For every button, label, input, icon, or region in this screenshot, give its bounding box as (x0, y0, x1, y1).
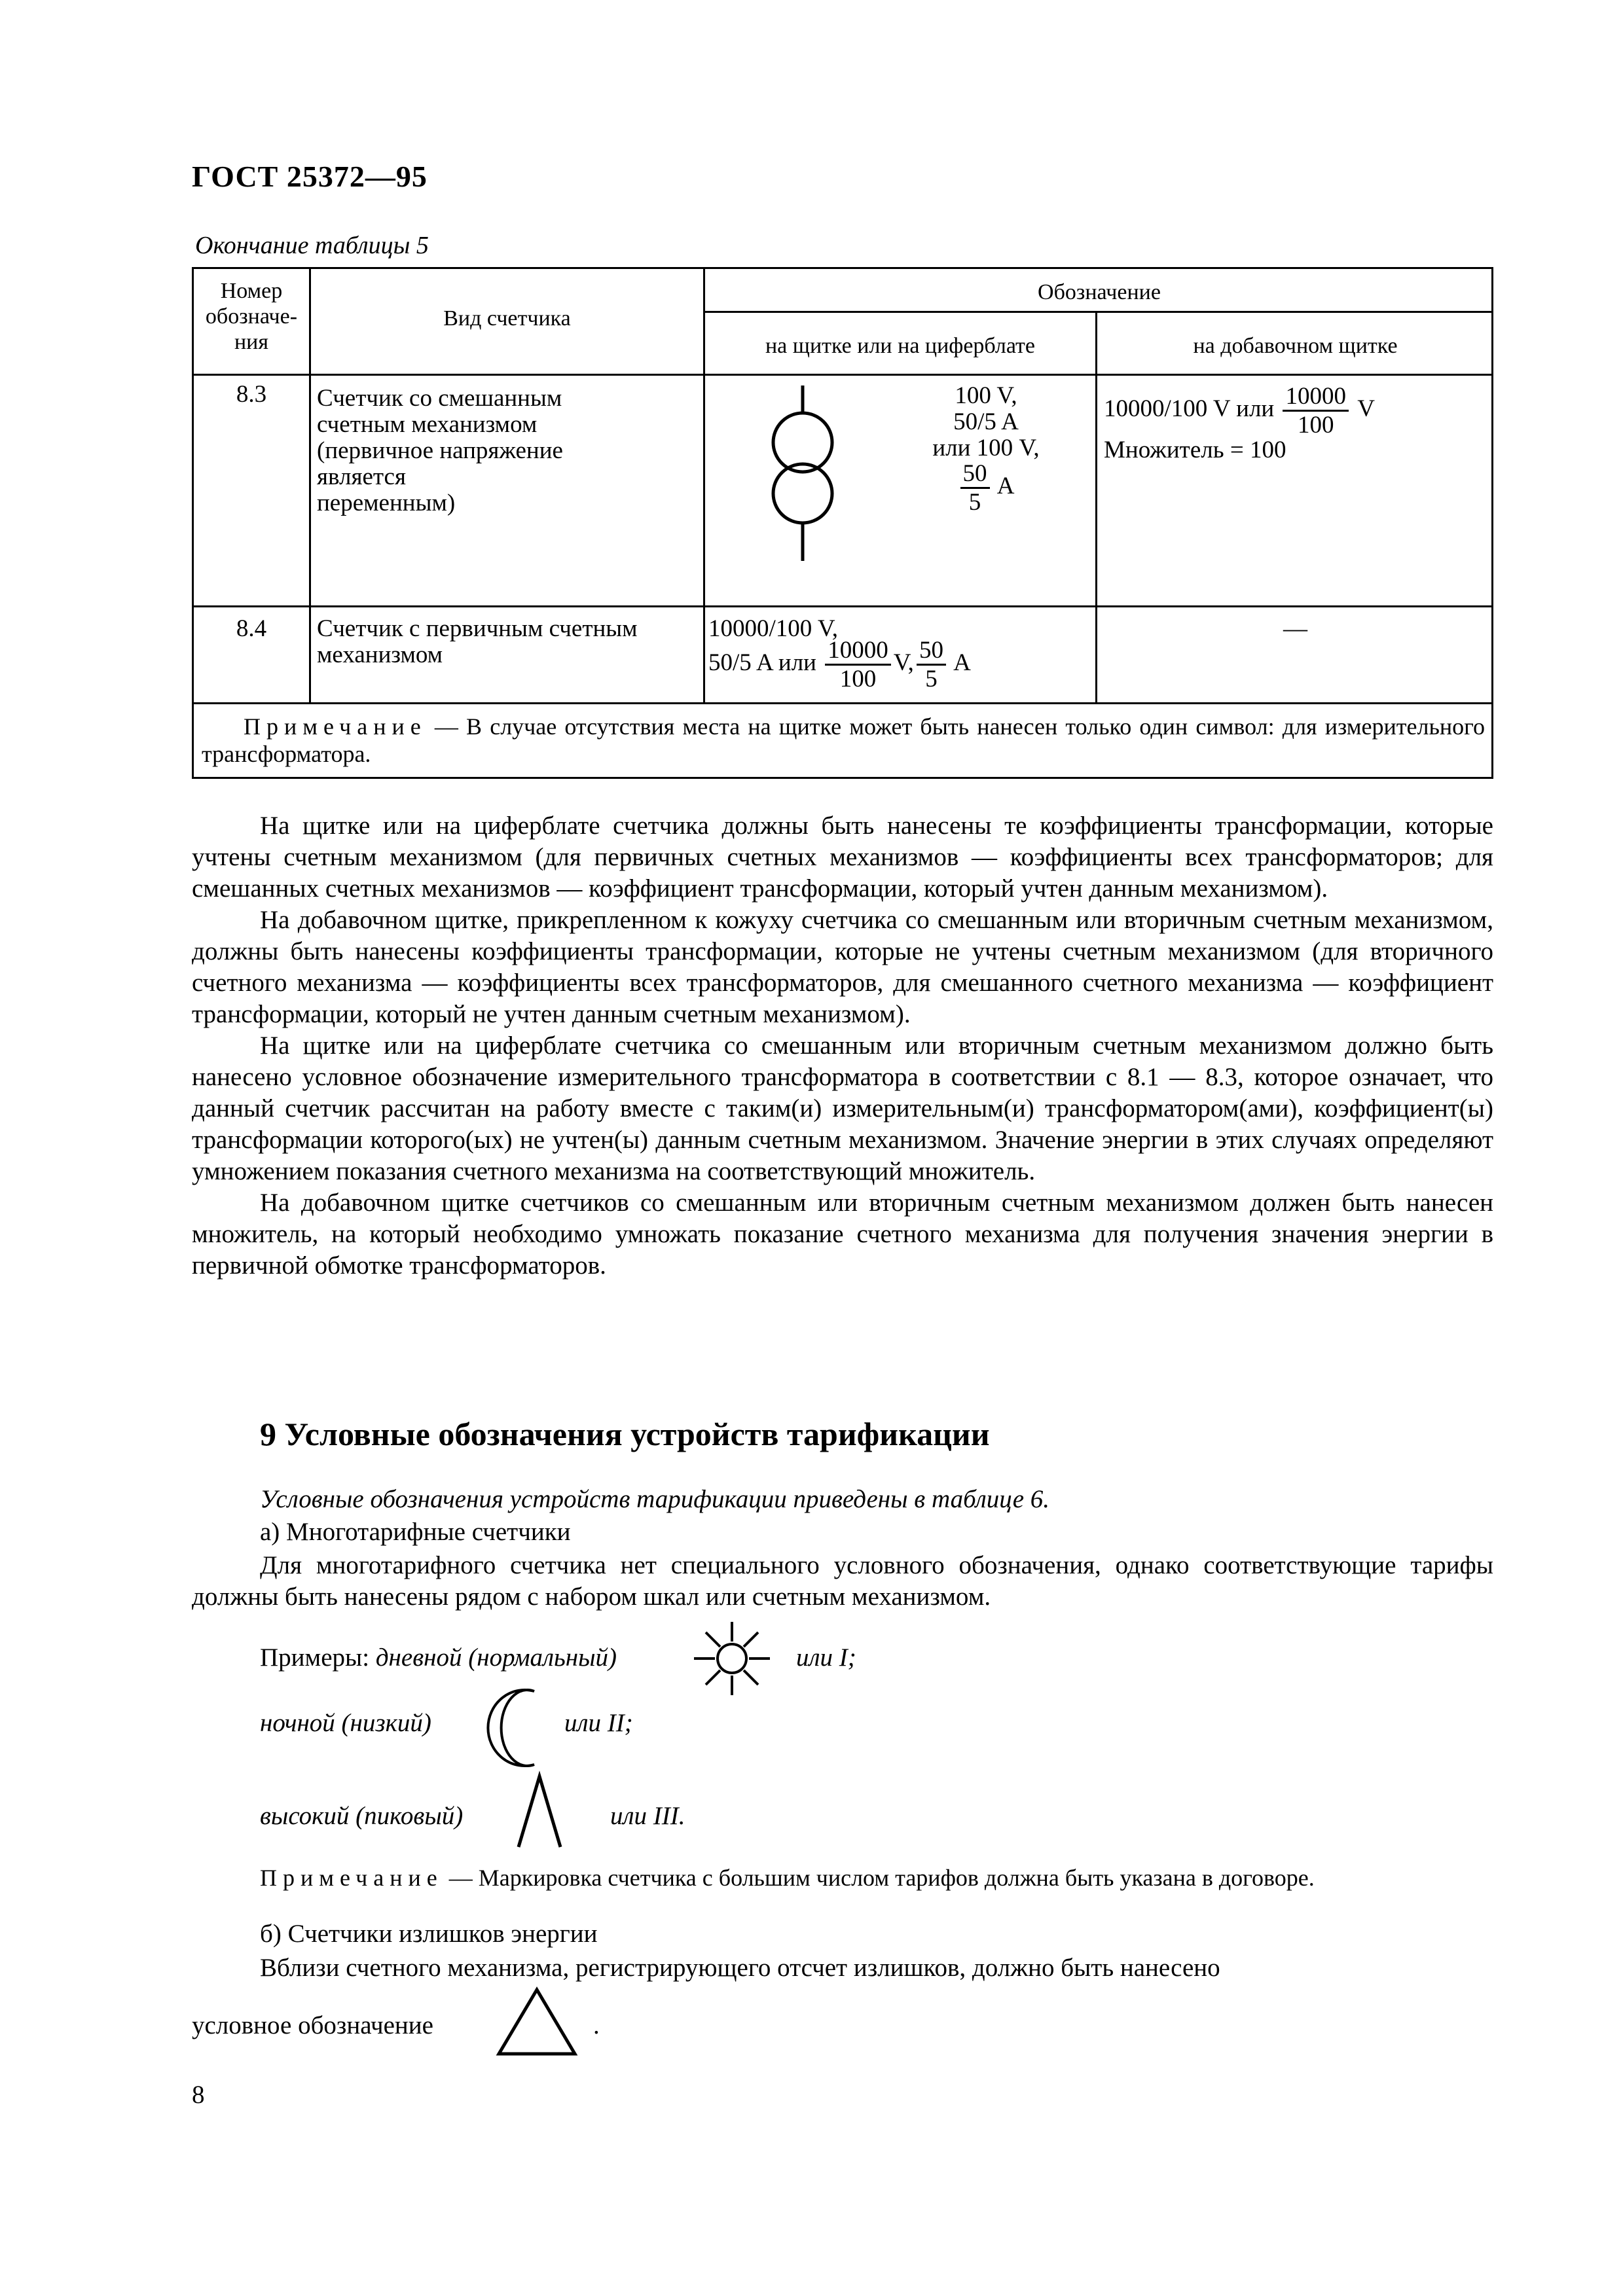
panel-prefix: 50/5 A или (708, 649, 816, 676)
paragraph: На щитке или на циферблате счетчика должны быть нанесены те коэффициенты трансформации, которые учтены счетным механизмом (для первичных счетных механизмов — коэффициенты всех трансформаторов; для смешанных счетных механизмов — коэффициент трансформации, который учтен данным механизмом). (192, 812, 1493, 903)
fraction-unit: V (1357, 395, 1375, 422)
body-text (192, 810, 1493, 1282)
row-type-line: счетным механизмом (317, 410, 538, 438)
note-2 (260, 1864, 1315, 1892)
table-5 (192, 267, 1493, 779)
table-caption: Окончание таблицы 5 (195, 232, 429, 259)
table-divider (1095, 311, 1097, 702)
table-divider (309, 269, 311, 702)
peak-label: высокий (пиковый) (260, 1802, 464, 1830)
panel-line: 100 V, (955, 382, 1017, 409)
fraction-unit: A (953, 649, 971, 676)
fraction-numerator: 10000 (1283, 384, 1349, 412)
extra-designation (1104, 384, 1490, 463)
paragraph: На щитке или на циферблате счетчика со смешанным или вторичным счетным механизмом должно быть нанесено условное обозначение измерительного трансформатора в соответствии с 8.1 — 8.3, которое означает, что данный счетчик рассчитан на работу вместе с таким(и) измерительным(и) трансформатором(ами), коэффициент(ы) трансформации которого(ых) не учтен(ы) данным счетным механизмом. Значение энергии в этих случаях определяют умножением показания счетного механизма на соответствующий множитель. (192, 1031, 1493, 1185)
row-type (317, 386, 697, 516)
row-type-line: (первичное напряжение (317, 437, 563, 464)
sun-icon (693, 1622, 771, 1695)
header-designation: Обозначение (1038, 280, 1161, 304)
row-type-line: механизмом (317, 641, 443, 668)
day-alternative: или I; (796, 1643, 856, 1672)
row-type-line: Счетчик со смешанным (317, 385, 562, 412)
fraction (917, 638, 946, 691)
night-label: ночной (низкий) (260, 1709, 431, 1737)
header-number (194, 278, 309, 355)
panel-line: 10000/100 V, (708, 615, 839, 642)
section-title: 9 Условные обозначения устройств тарификации (260, 1416, 990, 1452)
item-b-end: условное обозначение (192, 2011, 433, 2039)
examples-line-day (260, 1643, 617, 1672)
table-divider (194, 605, 1493, 607)
fraction-denominator: 100 (839, 665, 877, 692)
note-text: — Маркировка счетчика с большим числом тарифов должна быть указана в договоре. (443, 1865, 1315, 1891)
header-type: Вид счетчика (443, 306, 571, 331)
panel-fraction-line (881, 461, 1091, 514)
panel-line: 50/5 A (953, 408, 1019, 435)
fraction-numerator: 50 (917, 638, 946, 666)
fraction-unit: A (996, 472, 1015, 499)
examples-label: Примеры: (260, 1643, 370, 1672)
header-number-line: Номер (220, 279, 283, 303)
transformer-symbol-icon (757, 386, 848, 561)
row-number: 8.3 (236, 381, 267, 408)
row-number: 8.4 (236, 615, 267, 642)
page-number: 8 (192, 2081, 205, 2109)
moon-icon (483, 1687, 542, 1768)
fraction (1283, 384, 1349, 437)
peak-icon (516, 1774, 563, 1847)
extra-line (1104, 384, 1490, 437)
panel-designation (708, 616, 1095, 691)
section-intro: Условные обозначения устройств тарификации приведены в таблице 6. (260, 1485, 1050, 1513)
item-b-heading: б) Счетчики излишков энергии (260, 1920, 598, 1948)
night-alternative: или II; (564, 1709, 633, 1737)
panel-designation (881, 383, 1091, 514)
row-type-line: переменным) (317, 489, 456, 516)
item-b-text: Вблизи счетного механизма, регистрирующего отсчет излишков, должно быть нанесено (260, 1954, 1220, 1982)
document-header: ГОСТ 25372—95 (192, 160, 428, 193)
panel-line: или 100 V, (932, 434, 1040, 461)
fraction-denominator: 5 (925, 665, 938, 692)
row-type-line: Счетчик с первичным счетным (317, 615, 638, 642)
panel-fraction-line (708, 638, 1095, 691)
header-on-extra-panel: на добавочном щитке (1193, 334, 1398, 358)
fraction-numerator: 50 (960, 461, 990, 489)
fraction (825, 638, 891, 691)
row-type (317, 616, 697, 668)
note-label: Примечание (260, 1865, 443, 1891)
item-a-text (192, 1550, 1493, 1613)
table-note (202, 713, 1485, 768)
item-a-heading: а) Многотарифные счетчики (260, 1518, 571, 1546)
header-number-line: ния (234, 330, 269, 355)
header-on-panel: на щитке или на циферблате (765, 334, 1036, 358)
table-divider (194, 702, 1493, 704)
fraction-denominator: 5 (968, 488, 981, 516)
note-text: — В случае отсутствия места на щитке может быть нанесен только один символ: для измерительного трансформатора. (202, 713, 1485, 767)
extra-multiplier: Множитель = 100 (1104, 437, 1286, 463)
paragraph: Для многотарифного счетчика нет специального условного обозначения, однако соответствующие тарифы должны быть нанесены рядом с набором шкал или счетным механизмом. (192, 1551, 1493, 1611)
paragraph: На добавочном щитке счетчиков со смешанным или вторичным счетным механизмом должен быть нанесен множитель, на который необходимо умножать показание счетного механизма для получения значения энергии в первичной обмотке трансформаторов. (192, 1189, 1493, 1280)
peak-alternative: или III. (610, 1802, 685, 1830)
fraction-unit: V, (893, 649, 914, 676)
extra-designation: — (1283, 615, 1307, 642)
table-divider (703, 311, 1493, 313)
fraction (960, 461, 990, 514)
triangle-icon (496, 1987, 577, 2056)
extra-prefix: 10000/100 V или (1104, 395, 1275, 422)
table-divider (194, 374, 1493, 376)
paragraph: На добавочном щитке, прикрепленном к кожуху счетчика со смешанным или вторичным счетным механизмом, должны быть нанесены коэффициенты трансформации, которые не учтены счетным механизмом (для вторичного счетного механизма — коэффициенты всех трансформаторов, для смешанного счетного механизма — коэффициент трансформации, который не учтен данным счетным механизмом). (192, 906, 1493, 1028)
fraction-denominator: 100 (1297, 412, 1334, 439)
item-b-period: . (593, 2011, 600, 2039)
fraction-numerator: 10000 (825, 638, 891, 666)
header-number-line: обозначе- (205, 304, 298, 329)
note-label: Примечание (244, 713, 427, 740)
day-label: дневной (нормальный) (375, 1643, 617, 1672)
row-type-line: является (317, 463, 406, 490)
